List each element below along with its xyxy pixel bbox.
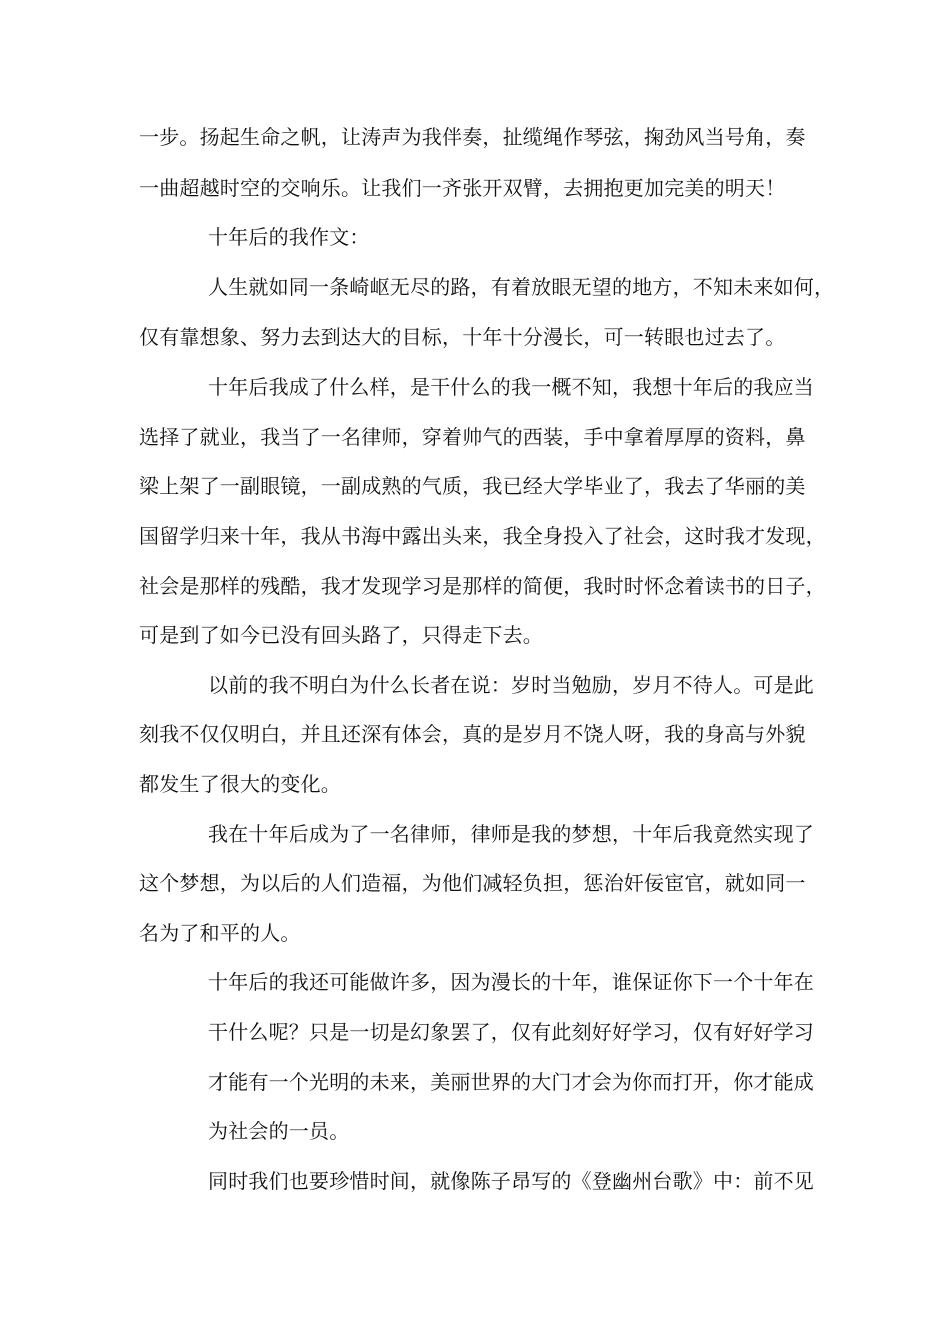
text-line: 同时我们也要珍惜时间，就像陈子昂写的《登幽州台歌》中：前不见 [208,1169,814,1193]
text-line: 都发生了很大的变化。 [139,772,341,796]
text-line: 干什么呢？只是一切是幻象罢了，仅有此刻好好学习，仅有好好学习 [208,1020,814,1044]
text-line: 国留学归来十年，我从书海中露出头来，我全身投入了社会，这时我才发现， [139,524,826,548]
text-line: 一曲超越时空的交响乐。让我们一齐张开双臂，去拥抱更加完美的明天！ [139,176,786,200]
text-line: 梁上架了一副眼镜，一副成熟的气质，我已经大学毕业了，我去了华丽的美 [139,474,806,498]
text-line: 一步。扬起生命之帆，让涛声为我伴奏，扯缆绳作琴弦，掬劲风当号角，奏 [139,125,806,149]
text-line: 可是到了如今已没有回头路了，只得走下去。 [139,623,543,647]
text-line: 以前的我不明白为什么长者在说：岁时当勉励，岁月不待人。可是此 [208,673,814,697]
text-line: 名为了和平的人。 [139,921,301,945]
text-line: 选择了就业，我当了一名律师，穿着帅气的西装，手中拿着厚厚的资料，鼻 [139,425,806,449]
text-line: 刻我不仅仅明白，并且还深有体会，真的是岁月不饶人呀，我的身高与外貌 [139,722,806,746]
text-line: 为社会的一员。 [208,1119,350,1143]
text-line: 这个梦想，为以后的人们造福，为他们减轻负担，惩治奸佞宦官，就如同一 [139,871,806,895]
text-line: 仅有靠想象、努力去到达大的目标，十年十分漫长，可一转眼也过去了。 [139,325,786,349]
text-line: 十年后我成了什么样，是干什么的我一概不知，我想十年后的我应当 [208,375,814,399]
text-line: 社会是那样的残酷，我才发现学习是那样的简便，我时时怀念着读书的日子， [139,574,826,598]
essay-title: 十年后的我作文： [208,225,370,249]
text-line: 才能有一个光明的未来，美丽世界的大门才会为你而打开，你才能成 [208,1070,814,1094]
text-line: 我在十年后成为了一名律师，律师是我的梦想，十年后我竟然实现了 [208,822,814,846]
text-line: 十年后的我还可能做许多，因为漫长的十年，谁保证你下一个十年在 [208,970,814,994]
text-line: 人生就如同一条崎岖无尽的路，有着放眼无望的地方，不知未来如何， [208,275,835,299]
